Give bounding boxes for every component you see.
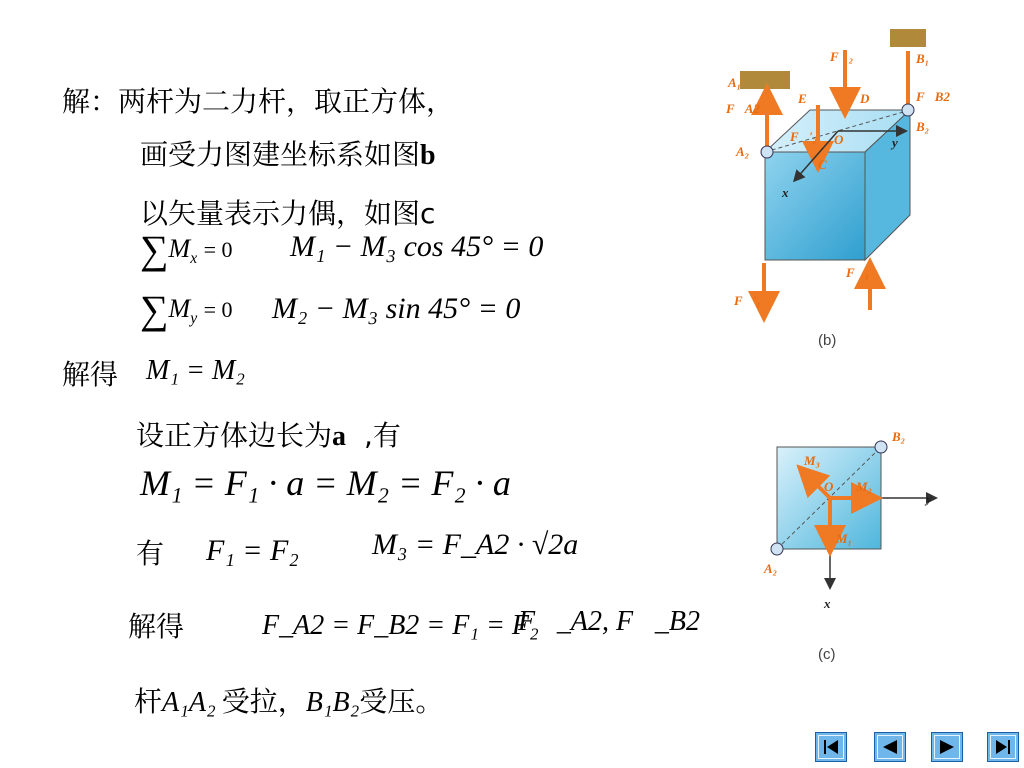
label-f1: F⃗₁	[846, 265, 870, 280]
label-m1: M₁	[836, 531, 853, 546]
label-m3: M₃	[804, 453, 821, 468]
support-b1	[890, 29, 926, 47]
force-vectors: F⃗_A2, F⃗_B2	[518, 606, 700, 637]
label-a1: A₁	[728, 75, 742, 90]
sum-my-equation: $\sum M_y = 0$	[140, 287, 233, 332]
joint-a2	[761, 146, 773, 158]
figure-c-caption: (c)	[818, 646, 836, 663]
label-y: y	[892, 135, 898, 150]
joint-a2	[771, 543, 783, 555]
sum-mx-equation: $\sum M_x = 0$	[140, 227, 233, 272]
sum-mx-rhs: = 0	[203, 237, 233, 262]
label-x: x	[782, 185, 789, 200]
solution-figure-b-line	[140, 133, 436, 173]
conclusion-line: 杆A₁A₂ 受拉，B₁B₂受压。	[134, 685, 444, 718]
joint-b2	[875, 441, 887, 453]
label-b1: B₁	[916, 51, 930, 66]
solve-label-1: 解得	[62, 358, 119, 391]
force-equality-equation: F_A2 = F_B2 = F₁ = F₂	[262, 610, 539, 641]
label-f1p: F⃗'₁	[734, 293, 761, 308]
rod-a1a2: A₁A₂	[162, 687, 216, 718]
figure-b-cube-diagram	[720, 25, 950, 355]
last-icon	[988, 733, 1018, 761]
label-f2p: F⃗'₂	[790, 129, 817, 144]
cube-front-face	[765, 152, 865, 260]
label-b2: B₂	[916, 119, 930, 134]
label-m2: M₂	[856, 479, 873, 494]
solution-intro-line: 解：两杆为二力杆，取正方体，	[62, 85, 455, 118]
first-icon	[816, 733, 846, 761]
label-e: E	[798, 91, 807, 106]
label-o: O	[834, 132, 844, 147]
m3-equation: M₃ = F_A2 · √2a	[372, 528, 579, 561]
nav-previous-button[interactable]	[874, 732, 906, 762]
label-a2: A₂	[764, 561, 778, 576]
next-icon	[932, 733, 962, 761]
edge-length-line: 设正方体边长为a ,有	[136, 419, 401, 452]
result-m1-m2: M₁ = M₂	[146, 355, 246, 386]
label-b2: B₂	[892, 429, 906, 444]
f1-equals-f2: F₁ = F₂	[206, 534, 299, 567]
support-a1	[740, 71, 790, 89]
label-c: C	[818, 157, 827, 172]
label-f2: F⃗₂	[830, 49, 854, 64]
sum-symbol: ∑	[140, 287, 169, 332]
label-d: D	[860, 91, 870, 106]
figure-b-text: 画受力图建坐标系如图	[140, 138, 421, 171]
label-a2: A₂	[736, 144, 750, 159]
label-fa2: F⃗A2	[726, 101, 760, 116]
previous-icon	[875, 733, 905, 761]
moment-force-equation: M₁ = F₁ · a = M₂ = F₂ · a	[140, 463, 511, 503]
label-y: y	[926, 491, 932, 506]
moment-x-equation: M₁ − M₃ cos 45° = 0	[290, 230, 544, 263]
moment-y-equation: M₂ − M₃ sin 45° = 0	[272, 292, 521, 325]
label-o: O	[824, 479, 834, 494]
nav-last-button[interactable]	[987, 732, 1019, 762]
figure-b-caption: (b)	[818, 332, 837, 349]
nav-next-button[interactable]	[931, 732, 963, 762]
label-fb2: F⃗B2	[916, 89, 950, 104]
nav-first-button[interactable]	[815, 732, 847, 762]
solution-figure-c-line: 以矢量表示力偶，如图c	[140, 197, 436, 230]
have-label: 有	[136, 537, 165, 570]
sum-my-rhs: = 0	[203, 297, 233, 322]
joint-b2	[902, 104, 914, 116]
figure-b-ref: b	[420, 140, 436, 171]
rod-b1b2: B₁B₂	[305, 687, 360, 718]
solve-label-2: 解得	[128, 610, 185, 643]
label-x: x	[824, 596, 831, 611]
edge-symbol: a	[332, 421, 347, 452]
figure-c-moment-diagram	[750, 425, 970, 675]
sum-symbol: ∑	[140, 227, 169, 272]
